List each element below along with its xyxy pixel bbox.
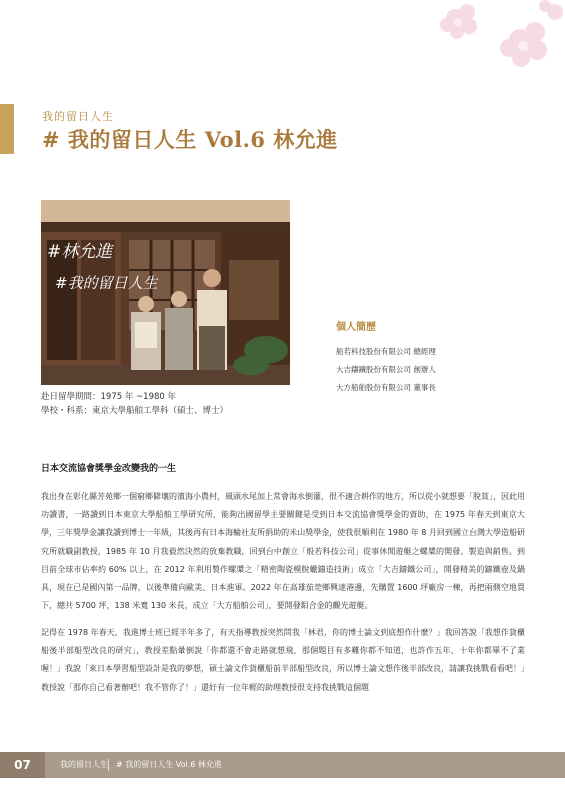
article-paragraph: 我出身在彰化縣芳苑鄉一個窮鄉僻壤的濱海小農村，風頭水尾加上常會海水倒灌，很不適合耕作的地方，所以從小就想要「脫貧」，因此用功讀書，一路讀到日本東京大學船舶工學研究所，能夠出國留學主要關鍵是受到日本交流協會獎學金的資助，在 1975 年春天到東京大學，三年獎學金讓我讀到博士一年級，其後再有日本海輪社友所捐助的米山獎學金，使我很順利在 1980 年 8 月回到國立台灣大學造船研究所就職副教授，1985 年 10 月我毅然決然的放棄教職，回到台中創立「般若科技公司」從事休閒遊艇之螺槳的開發、製造與銷售。到目前全球市佔率約 60% 以上，在 2012 年利用製作螺槳之「精密陶瓷模脫蠟鑄造技術」成立「大吉鑄鐵公司」，開發精美的鑄鐵壺及鍋具，現在已是國內第一品牌，以後準備向歐美、日本進軍。2022 年在高雄茄萣鄉興達港邊，先購置 1600 坪廠房一棟，再把兩側空地買下，總共 5700 坪，138 米寬 130 米長，成立「大方船舶公司」，要開發鋁合金的觀光遊艇。 (41, 492, 525, 611)
cherry-blossom-decoration (425, 0, 565, 70)
page-number: 07 (0, 752, 45, 778)
profile-line: 船若科技股份有限公司 總經理 (336, 347, 436, 356)
article-paragraph: 記得在 1978 年春天，我進博士班已經半年多了，有天指導教授突然問我「林君，你的博士論文到底想作什麼？」我回答說「我想作貨櫃船後半部船型改良的研究」，教授差點暈倒說「你都還不會走路就想飛，那個題目有多難你都不知道，也許作五年、十年你都畢不了業喔！」我說「來日本學習船型設計是我的夢想，碩士論文作貨櫃船前半部船型改良，所以博士論文想作後半部改良，請讓我挑戰看看吧！」教授說「那你自己看著辦吧！我不管你了！」還好有一位年輕的助理教授很支持我挑戰這個題 (41, 628, 525, 692)
profile-box (336, 318, 536, 397)
footer-title: # 我的留日人生 Vol.6 林允進 (116, 760, 222, 769)
page-title: # 我的留日人生 Vol.6 林允進 (42, 127, 338, 152)
historic-photo (41, 200, 290, 385)
footer-section: 我的留日人生 (60, 760, 108, 769)
footer-divider (108, 759, 109, 771)
study-period: 赴日留學期間：1975 年 ~1980 年 (41, 392, 176, 402)
handwriting-tag: #我的留日人生 (55, 274, 158, 292)
page-footer (0, 752, 565, 778)
profile-line: 大吉鑄鐵股份有限公司 創辦人 (336, 365, 436, 374)
article-heading: 日本交流協會獎學金改變我的一生 (41, 464, 177, 474)
profile-heading: 個人簡歷 (336, 322, 376, 333)
profile-line: 大方船舶股份有限公司 董事長 (336, 383, 436, 392)
photo-illustration (41, 200, 290, 385)
study-info (41, 390, 228, 418)
section-kicker: 我的留日人生 (42, 110, 114, 123)
header-accent-bar (0, 104, 14, 154)
study-school: 學校・科系：東京大學船舶工學科（碩士、博士） (41, 406, 229, 416)
handwriting-name: #林允進 (47, 242, 113, 262)
